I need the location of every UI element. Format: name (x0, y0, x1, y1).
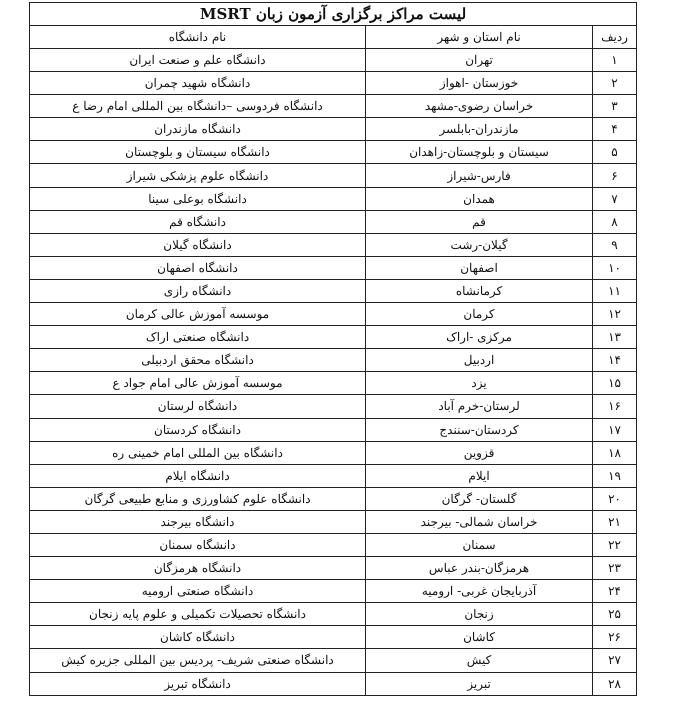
row-number: ۱۱ (593, 279, 637, 302)
row-number: ۶ (593, 164, 637, 187)
table-row (30, 580, 637, 603)
table-row (30, 49, 637, 72)
province-city: قم (366, 210, 593, 233)
table-row (30, 464, 637, 487)
row-number: ۱۵ (593, 372, 637, 395)
province-city: فارس-شیراز (366, 164, 593, 187)
row-number: ۸ (593, 210, 637, 233)
province-city: کرمان (366, 303, 593, 326)
row-number: ۱۸ (593, 441, 637, 464)
university-name: دانشگاه صنعتی اراک (30, 326, 366, 349)
table-row (30, 141, 637, 164)
table-row (30, 95, 637, 118)
university-name: دانشگاه شهید چمران (30, 72, 366, 95)
university-name: دانشگاه کاشان (30, 626, 366, 649)
row-number: ۹ (593, 233, 637, 256)
province-city: کیش (366, 649, 593, 672)
university-name: دانشگاه صنعتی شریف- پردیس بین المللی جزیره کیش (30, 649, 366, 672)
row-number: ۱۷ (593, 418, 637, 441)
table-row (30, 649, 637, 672)
province-city: خوزستان -اهواز (366, 72, 593, 95)
province-city: یزد (366, 372, 593, 395)
table-row (30, 72, 637, 95)
table-row (30, 487, 637, 510)
university-name: دانشگاه سیستان و بلوچستان (30, 141, 366, 164)
table-row (30, 303, 637, 326)
university-name: دانشگاه ایلام (30, 464, 366, 487)
university-name: دانشگاه صنعتی ارومیه (30, 580, 366, 603)
university-name: دانشگاه مازندران (30, 118, 366, 141)
row-number: ۲۸ (593, 672, 637, 695)
province-city: لرستان-خرم آباد (366, 395, 593, 418)
province-city: همدان (366, 187, 593, 210)
row-number: ۲۵ (593, 603, 637, 626)
university-name: دانشگاه لرستان (30, 395, 366, 418)
table-row (30, 626, 637, 649)
university-name: دانشگاه هرمزگان (30, 557, 366, 580)
table-row (30, 279, 637, 302)
row-number: ۱۴ (593, 349, 637, 372)
province-city: ایلام (366, 464, 593, 487)
table-row (30, 418, 637, 441)
table-body (30, 49, 637, 696)
university-name: دانشگاه بین المللی امام خمینی ره (30, 441, 366, 464)
table-row (30, 256, 637, 279)
province-city: اصفهان (366, 256, 593, 279)
header-province-city: نام استان و شهر (366, 26, 593, 49)
province-city: هرمزگان-بندر عباس (366, 557, 593, 580)
header-university: نام دانشگاه (30, 26, 366, 49)
table-row (30, 233, 637, 256)
table-row (30, 164, 637, 187)
province-city: کاشان (366, 626, 593, 649)
msrt-centers-table (29, 2, 637, 696)
row-number: ۱۲ (593, 303, 637, 326)
university-name: دانشگاه بیرجند (30, 510, 366, 533)
header-row-number: ردیف (593, 26, 637, 49)
table-row (30, 210, 637, 233)
row-number: ۷ (593, 187, 637, 210)
table-row (30, 118, 637, 141)
university-name: دانشگاه سمنان (30, 533, 366, 556)
province-city: گلستان- گرگان (366, 487, 593, 510)
table-row (30, 372, 637, 395)
table-row (30, 603, 637, 626)
university-name: دانشگاه رازی (30, 279, 366, 302)
table-row (30, 441, 637, 464)
row-number: ۱۹ (593, 464, 637, 487)
table-row (30, 349, 637, 372)
table-row (30, 395, 637, 418)
province-city: زنجان (366, 603, 593, 626)
row-number: ۲۲ (593, 533, 637, 556)
university-name: دانشگاه محقق اردبیلی (30, 349, 366, 372)
row-number: ۲۱ (593, 510, 637, 533)
table-title: لیست مراکز برگزاری آزمون زبان MSRT (30, 3, 637, 26)
row-number: ۱۶ (593, 395, 637, 418)
row-number: ۵ (593, 141, 637, 164)
row-number: ۱۰ (593, 256, 637, 279)
row-number: ۲ (593, 72, 637, 95)
table-row (30, 187, 637, 210)
university-name: دانشگاه تحصیلات تکمیلی و علوم پایه زنجان (30, 603, 366, 626)
province-city: خراسان رضوی-مشهد (366, 95, 593, 118)
university-name: دانشگاه بوعلی سینا (30, 187, 366, 210)
province-city: مرکزی -اراک (366, 326, 593, 349)
university-name: دانشگاه فردوسی –دانشگاه بین المللی امام رضا ع (30, 95, 366, 118)
university-name: دانشگاه علوم پزشکی شیراز (30, 164, 366, 187)
row-number: ۲۶ (593, 626, 637, 649)
province-city: سیستان و بلوچستان-زاهدان (366, 141, 593, 164)
university-name: دانشگاه اصفهان (30, 256, 366, 279)
table-row (30, 510, 637, 533)
province-city: کردستان-سنندج (366, 418, 593, 441)
university-name: دانشگاه کردستان (30, 418, 366, 441)
province-city: سمنان (366, 533, 593, 556)
province-city: کرمانشاه (366, 279, 593, 302)
row-number: ۲۳ (593, 557, 637, 580)
row-number: ۲۷ (593, 649, 637, 672)
table-row (30, 533, 637, 556)
row-number: ۱۳ (593, 326, 637, 349)
row-number: ۴ (593, 118, 637, 141)
province-city: خراسان شمالی- بیرجند (366, 510, 593, 533)
table-row (30, 326, 637, 349)
row-number: ۱ (593, 49, 637, 72)
table-row (30, 672, 637, 695)
university-name: دانشگاه علم و صنعت ایران (30, 49, 366, 72)
table-row (30, 557, 637, 580)
province-city: اردبیل (366, 349, 593, 372)
province-city: مازندران-بابلسر (366, 118, 593, 141)
row-number: ۳ (593, 95, 637, 118)
province-city: آذربایجان غربی- ارومیه (366, 580, 593, 603)
row-number: ۲۴ (593, 580, 637, 603)
province-city: تبریز (366, 672, 593, 695)
university-name: موسسه آموزش عالی امام جواد ع (30, 372, 366, 395)
university-name: دانشگاه تبریز (30, 672, 366, 695)
university-name: دانشگاه قم (30, 210, 366, 233)
province-city: گیلان-رشت (366, 233, 593, 256)
province-city: قزوین (366, 441, 593, 464)
university-name: دانشگاه علوم کشاورزی و منابع طبیعی گرگان (30, 487, 366, 510)
row-number: ۲۰ (593, 487, 637, 510)
university-name: موسسه آموزش عالی کرمان (30, 303, 366, 326)
province-city: تهران (366, 49, 593, 72)
university-name: دانشگاه گیلان (30, 233, 366, 256)
